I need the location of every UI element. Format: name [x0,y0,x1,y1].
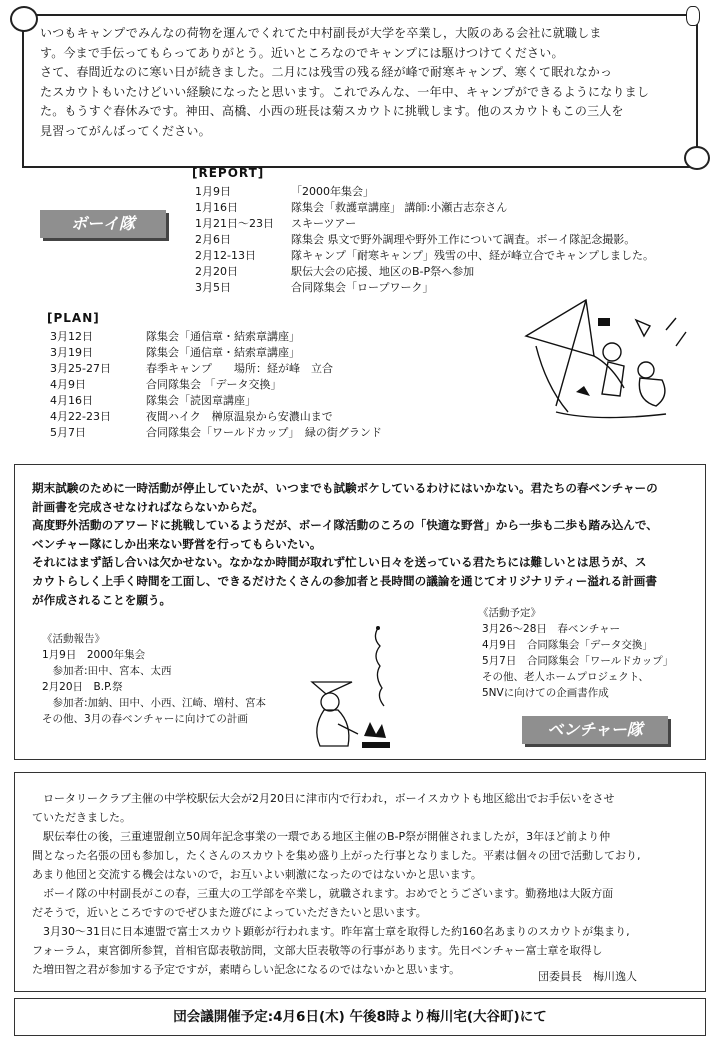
report-row [195,200,507,215]
venture-plan-line: 3月26～28日 春ベンチャー [482,623,621,635]
report-row [195,280,433,295]
plan-text: 隊集会「通信章・結索章講座」 [146,330,300,343]
report-text: 駅伝大会の応援、地区のB-P祭へ参加 [291,265,475,278]
committee-signature: 団委員長 梅川逸人 [538,970,637,983]
greeting-line: 見習ってがんばってください。 [40,123,211,138]
plan-row [50,361,333,376]
venture-plan-line: その他、老人ホームプロジェクト、 [482,671,649,683]
plan-row [50,345,300,360]
plan-date: 3月19日 [50,346,93,359]
report-text: 隊集会 県文で野外調理や野外工作について調査。ボーイ隊記念撮影。 [291,233,636,246]
committee-line: だそうで，近いところですのでぜひまた遊びによっていただきたいと思います。 [32,906,427,919]
report-date: 2月6日 [195,233,231,246]
plan-row [50,425,382,440]
committee-line: あまり他団と交流する機会はないので，お互いよい刺激になったのではないかと思います。 [32,868,482,881]
report-date: 2月12-13日 [195,249,256,262]
venture-intro-line: ベンチャー隊にしか出来ない野営を行ってもらいたい。 [32,536,322,551]
greeting-line: さて、春間近なのに寒い日が続きました。二月には残雪の残る経が峰で耐寒キャンプ、寒くて眠れなかっ [40,65,613,80]
committee-line: 間となった名張の団も参加し，たくさんのスカウトを集め盛り上がった行事となりました。平素は個々の団で活動しており, [32,849,641,862]
greeting-line: いつもキャンプでみんなの荷物を運んでくれてた中村副長が大学を卒業し，大阪のある会社に就職しま [40,26,602,40]
report-row [195,184,374,199]
plan-date: 4月9日 [50,378,86,391]
venture-troop-label: ベンチャー隊 [522,716,668,744]
venture-report-line: 1月9日 2000年集会 [42,649,146,661]
report-text: 合同隊集会「ロープワーク」 [291,281,434,294]
plan-row [50,377,282,392]
committee-line: 駅伝奉仕の後，三重連盟創立50周年記念事業の一環である地区主催のB-P祭が開催されましたが，3年ほど前より仲 [32,830,611,843]
report-row [195,216,356,231]
venture-intro-line: が作成されることを願う。 [32,592,172,607]
plan-text: 合同隊集会 「データ交換」 [146,378,282,391]
report-row [195,264,474,279]
greeting-message [40,24,680,142]
plan-row [50,393,256,408]
committee-line: ていただきました。 [32,811,131,824]
greeting-line: たスカウトもいたけどいい経験になったと思います。これでみんな、一年中、キャンプができるようになりまし [40,84,650,99]
report-row [195,232,635,247]
plan-date: 5月7日 [50,426,86,439]
report-row [195,248,654,263]
venture-intro [32,479,692,609]
plan-text: 春季キャンプ 場所：経が峰 立合 [146,362,333,375]
meeting-announcement: 団会議開催予定:4月6日(木) 午後8時より梅川宅(大谷町)にて [14,998,706,1036]
plan-text: 合同隊集会「ワールドカップ」 緑の街グランド [146,426,382,439]
venture-plan-title: 《活動予定》 [478,607,541,619]
report-date: 2月20日 [195,265,238,278]
venture-intro-line: それにはまず話し合いは欠かせない。なかなか時間が取れず忙しい日々を送っている君たちには難しいとは思うが、ス [32,555,647,570]
report-text: 隊集会「救護章講座」 講師:小瀬古志奈さん [291,201,508,214]
venture-plan-line: 4月9日 合同隊集会「データ交換」 [482,639,653,651]
report-text: 隊キャンプ「耐寒キャンプ」残雪の中、経が峰立合でキャンプしました。 [291,249,654,262]
venture-plan-line: 5NVに向けての企画書作成 [482,687,609,699]
report-date: 1月16日 [195,201,238,214]
committee-line: フォーラム，東宮御所参賀，首相官邸表敬訪問，文部大臣表敬等の行事があります。先日ベンチャー富士章を取得し [32,944,603,957]
plan-date: 4月16日 [50,394,93,407]
venture-report-line: その他、3月の春ベンチャーに向けての計画 [42,713,248,725]
greeting-line: す。今まで手伝ってもらってありがとう。近いところなのでキャンプには駆けつけてください。 [40,45,564,60]
plan-row [50,409,333,424]
committee-line: 3月30～31日に日本連盟で富士スカウト顕彰が行われます。昨年富士章を取得した約160名あまりのスカウトが集まり, [32,925,630,938]
venture-intro-line: 計画書を完成させなければならないからだ。 [32,499,264,514]
committee-line: ボーイ隊の中村副長がこの春，三重大の工学部を卒業し，就職されます。おめでとうございます。勤務地は大阪方面 [32,887,614,900]
greeting-line: た。もうすぐ春休みです。神田、高橋、小西の班長は菊スカウトに挑戦します。他のスカウトもこの三人を [40,104,624,119]
venture-report-title: 《活動報告》 [42,633,105,645]
venture-report-line: 参加者:田中、宮本、太西 [42,665,172,677]
venture-intro-line: 高度野外活動のアワードに挑戦しているようだが、ボーイ隊活動のころの「快適な野営」から一歩も二歩も踏み込んで、 [32,518,658,533]
plan-row [50,329,300,344]
venture-intro-line: 期末試験のために一時活動が停止していたが、いつまでも試験ボケしているわけにはいかない。君たちの春ベンチャーの [32,481,658,495]
plan-text: 隊集会「読図章講座」 [146,394,256,407]
committee-line: ロータリークラブ主催の中学校駅伝大会が2月20日に津市内で行われ，ボーイスカウトも地区総出でお手伝いをさせ [32,792,615,805]
report-text: 「2000年集会」 [291,185,374,198]
report-title: [REPORT] [192,166,265,180]
report-date: 1月9日 [195,185,231,198]
scroll-curl-decoration [686,6,700,26]
boy-troop-label: ボーイ隊 [40,210,166,238]
venture-intro-line: カウトらしく上手く時間を工面し、できるだけたくさんの参加者と長時間の議論を通じてオリジナリティー溢れる計画書 [32,573,657,588]
report-date: 3月5日 [195,281,231,294]
committee-line: た増田智之君が参加する予定ですが，素晴らしい記念になるのではないかと思います。 [32,963,461,976]
campfire-scout-illustration [304,624,404,756]
report-date: 1月21日～23日 [195,217,274,230]
plan-text: 夜間ハイク 榊原温泉から安濃山まで [146,410,333,423]
plan-text: 隊集会「通信章・結索章講座」 [146,346,300,359]
venture-plan-line: 5月7日 合同隊集会「ワールドカップ」 [482,655,674,667]
report-text: スキーツアー [291,217,357,230]
scroll-curl-decoration [10,6,38,32]
plan-date: 4月22-23日 [50,410,111,423]
scroll-curl-decoration [684,146,710,170]
camping-scouts-illustration [516,296,696,430]
venture-report-line: 2月20日 B.P.祭 [42,681,123,693]
plan-date: 3月25-27日 [50,362,111,375]
plan-title: [PLAN] [47,311,100,325]
venture-report-line: 参加者:加納、田中、小西、江崎、増村、宮本 [42,697,267,709]
plan-date: 3月12日 [50,330,93,343]
committee-message [32,789,692,979]
